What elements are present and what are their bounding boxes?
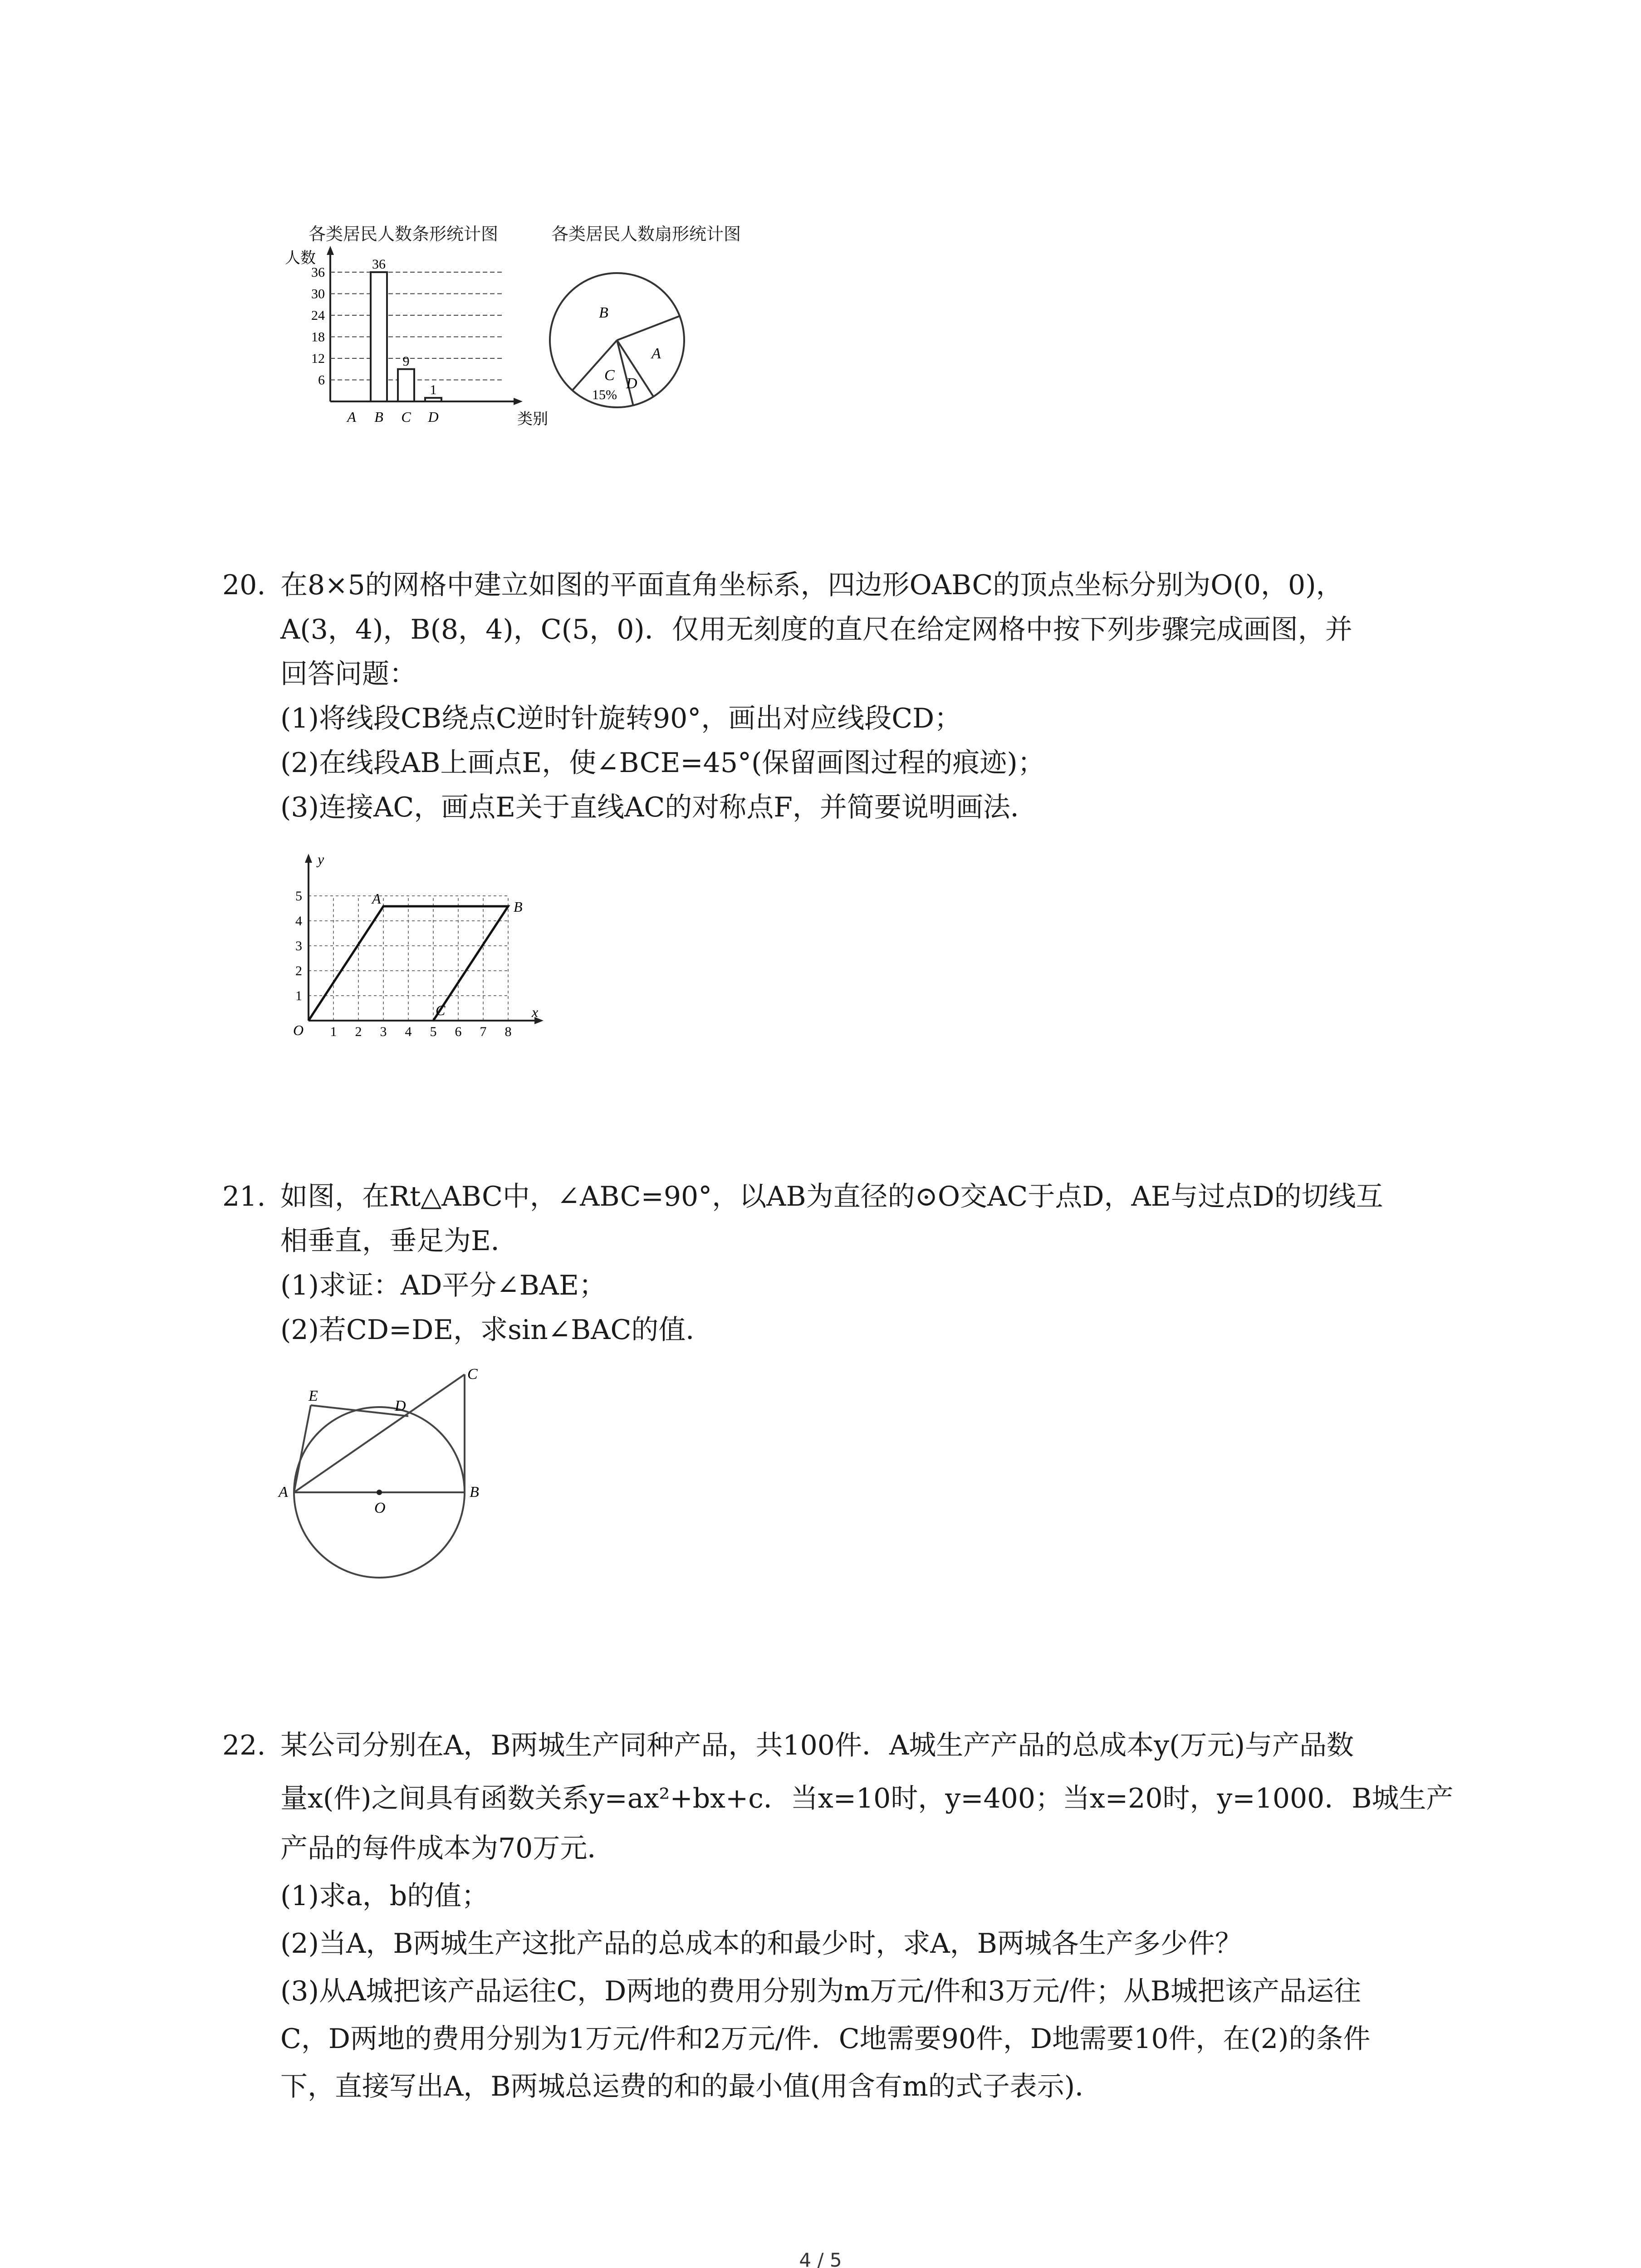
figure-label-d: D — [395, 1398, 406, 1414]
question-text-line: 在8×5的网格中建立如图的平面直角坐标系，四边形OABC的顶点坐标分别为O(0，0)， — [280, 569, 1343, 601]
grid-y-tick-label: 5 — [295, 889, 302, 904]
bar-value-label: 9 — [402, 353, 410, 369]
figure-label-b: B — [470, 1484, 479, 1501]
question-text-line: (2)在线段AB上画点E，使∠BCE=45°(保留画图过程的痕迹)； — [280, 747, 1045, 779]
question-number: 20. — [222, 569, 266, 601]
pie-chart — [544, 268, 690, 417]
pie-percent-label: 15% — [592, 387, 617, 402]
bar-value-label: 1 — [430, 382, 437, 398]
bar-chart — [272, 245, 548, 435]
grid-x-tick-label: 7 — [480, 1024, 487, 1039]
bar-y-tick-label: 12 — [311, 351, 325, 366]
grid-x-tick-label: 4 — [405, 1024, 412, 1039]
grid-point-b: B — [514, 899, 523, 915]
bar-y-axis-label: 人数 — [285, 250, 316, 267]
figure-label-c: C — [467, 1366, 478, 1383]
question-text-line: (2)当A，B两城生产这批产品的总成本的和最少时，求A，B两城各生产多少件？ — [280, 1928, 1242, 1960]
bar-y-tick-label: 36 — [311, 265, 325, 280]
bar-category-label: D — [428, 409, 439, 425]
bar-c — [398, 369, 414, 401]
grid-y-tick-label: 1 — [295, 988, 302, 1003]
question-text-line: (2)若CD=DE，求sin∠BAC的值． — [280, 1314, 713, 1346]
bar-value-label: 36 — [372, 257, 386, 272]
grid-point-c: C — [436, 1002, 446, 1018]
pie-label-b: B — [599, 304, 608, 321]
question-text-line: 相垂直，垂足为E． — [280, 1225, 518, 1257]
page-number: 4 / 5 — [799, 2249, 842, 2268]
grid-x-tick-label: 6 — [455, 1024, 462, 1039]
question-text-line: A(3，4)，B(8，4)，C(5，0)．仅用无刻度的直尺在给定网格中按下列步骤完成画图，并 — [280, 614, 1352, 645]
grid-y-tick-label: 4 — [295, 914, 302, 929]
grid-x-tick-label: 8 — [505, 1024, 512, 1039]
bar-y-tick-label: 24 — [311, 308, 325, 323]
question-text-line: 下，直接写出A，B两城总运费的和的最小值(用含有m的式子表示)． — [280, 2071, 1102, 2102]
question-text-line: 回答问题： — [280, 658, 416, 690]
question-text-line: 如图，在Rt△ABC中，∠ABC=90°，以AB为直径的⊙O交AC于点D，AE与过点D的切线互 — [280, 1181, 1383, 1212]
bar-category-label: A — [347, 409, 356, 425]
pie-chart-caption: 各类居民人数扇形统计图 — [551, 224, 741, 244]
question-text-line: 量x(件)之间具有函数关系y=ax²+bx+c．当x=10时，y=400；当x=20时，y=1000．B城生产 — [280, 1783, 1454, 1814]
bar-y-tick-label: 6 — [318, 372, 325, 388]
grid-y-tick-label: 2 — [295, 963, 302, 978]
circle-geometry-figure — [272, 1361, 485, 1588]
pie-label-c: C — [604, 367, 615, 384]
question-text-line: (1)求证：AD平分∠BAE； — [280, 1270, 606, 1301]
question-text-line: (3)连接AC，画点E关于直线AC的对称点F，并简要说明画法． — [280, 792, 1038, 823]
figure-label-a: A — [279, 1484, 288, 1501]
bar-category-label: B — [374, 409, 383, 425]
bar-chart-caption: 各类居民人数条形统计图 — [309, 224, 499, 244]
question-number: 21. — [222, 1181, 266, 1212]
bar-y-tick-label: 18 — [311, 329, 325, 345]
bar-y-tick-label: 30 — [311, 286, 325, 302]
grid-origin-label: O — [293, 1022, 304, 1038]
grid-x-tick-label: 2 — [355, 1024, 362, 1039]
question-text-line: (1)求a，b的值； — [280, 1880, 489, 1912]
grid-x-tick-label: 3 — [380, 1024, 387, 1039]
bar-b — [371, 272, 387, 401]
question-text-line: (3)从A城把该产品运往C，D两地的费用分别为m万元/件和3万元/件；从B城把该产品运往 — [280, 1975, 1361, 2007]
grid-axis-x-label: x — [532, 1004, 539, 1020]
bar-category-label: C — [401, 409, 411, 425]
coordinate-grid-figure — [286, 848, 554, 1039]
question-number: 22. — [222, 1730, 266, 1761]
question-text-line: C，D两地的费用分别为1万元/件和2万元/件．C地需要90件，D地需要10件，在(2)的条件 — [280, 2023, 1371, 2055]
grid-axis-y-label: y — [318, 851, 324, 867]
grid-point-a: A — [372, 890, 381, 907]
grid-x-tick-label: 5 — [430, 1024, 437, 1039]
figure-label-e: E — [309, 1388, 318, 1404]
grid-x-tick-label: 1 — [330, 1024, 337, 1039]
question-text-line: (1)将线段CB绕点C逆时针旋转90°，画出对应线段CD； — [280, 703, 962, 734]
pie-label-a: A — [652, 345, 661, 362]
figure-label-o: O — [374, 1500, 386, 1516]
grid-y-tick-label: 3 — [295, 938, 302, 953]
pie-label-d: D — [626, 375, 637, 392]
bar-x-axis-label: 类别 — [517, 411, 548, 428]
bar-d — [425, 398, 441, 401]
question-text-line: 产品的每件成本为70万元． — [280, 1833, 615, 1864]
question-text-line: 某公司分别在A，B两城生产同种产品，共100件．A城生产产品的总成本y(万元)与产品数 — [280, 1730, 1354, 1761]
